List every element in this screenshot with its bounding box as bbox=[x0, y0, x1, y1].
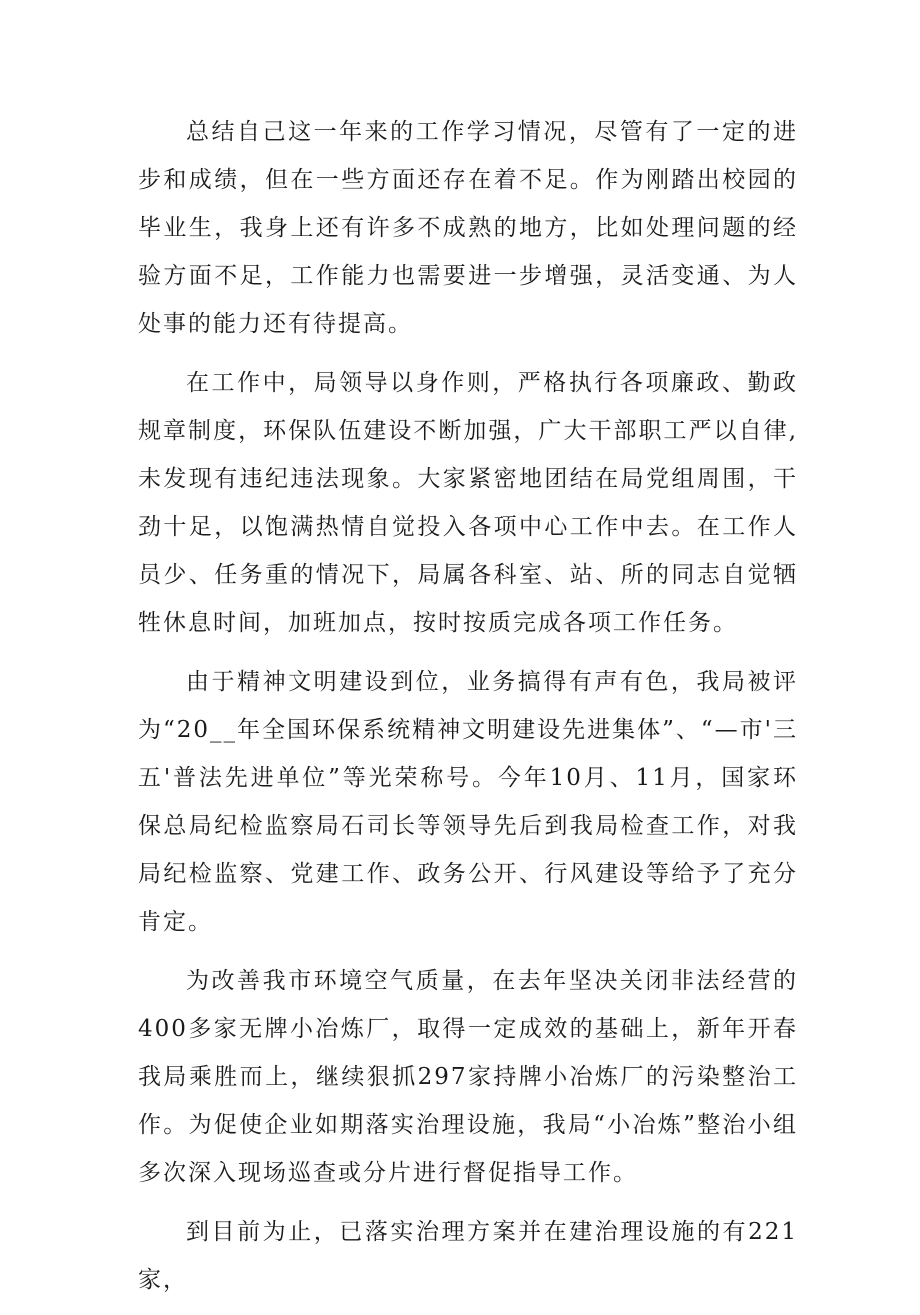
paragraph-1: 总结自己这一年来的工作学习情况，尽管有了一定的进步和成绩，但在一些方面还存在着不足。作为刚踏出校园的毕业生，我身上还有许多不成熟的地方，比如处理问题的经验方面不足，工作能力也需要进一步增强，灵活变通、为人处事的能力还有待提高。 bbox=[138, 119, 798, 337]
document-page bbox=[138, 108, 798, 1315]
paragraph-2: 在工作中，局领导以身作则，严格执行各项廉政、勤政规章制度，环保队伍建设不断加强，广大干部职工严以自律,未发现有违纪违法现象。大家紧密地团结在局党组周围，干劲十足，以饱满热情自觉投入各项中心工作中去。在工作人员少、任务重的情况下，局属各科室、站、所的同志自觉牺牲休息时间，加班加点，按时按质完成各项工作任务。 bbox=[138, 370, 798, 636]
paragraph-5: 到目前为止，已落实治理方案并在建治理设施的有221家， bbox=[138, 1219, 798, 1293]
paragraph-3: 由于精神文明建设到位，业务搞得有声有色，我局被评为“20__年全国环保系统精神文明建设先进集体”、“—市'三五'普法先进单位”等光荣称号。今年10月、11月，国家环保总局纪检监察局石司长等领导先后到我局检查工作，对我局纪检监察、党建工作、政务公开、行风建设等给予了充分肯定。 bbox=[138, 669, 798, 935]
paragraph-4: 为改善我市环境空气质量，在去年坚决关闭非法经营的400多家无牌小冶炼厂，取得一定成效的基础上，新年开春我局乘胜而上，继续狠抓297家持牌小冶炼厂的污染整治工作。为促使企业如期落实治理设施，我局“小冶炼”整治小组多次深入现场巡查或分片进行督促指导工作。 bbox=[138, 968, 798, 1186]
